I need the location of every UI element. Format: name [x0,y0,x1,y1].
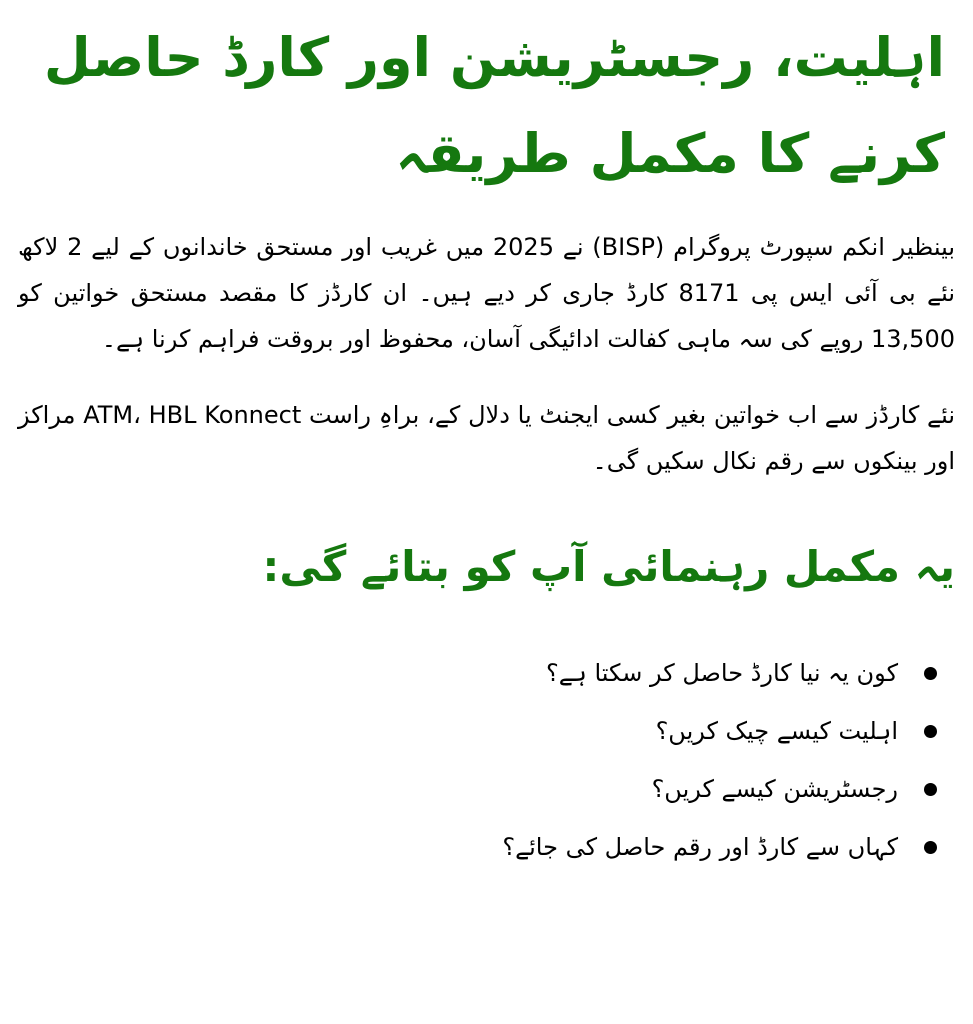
bullet-icon [924,667,937,680]
list-item-text: رجسٹریشن کیسے کریں؟ [651,775,898,803]
guide-heading: یہ مکمل رہنمائی آپ کو بتائے گی: [262,542,955,591]
bullet-icon [924,783,937,796]
list-item [18,702,937,760]
list-item [18,818,937,876]
bullet-icon [924,725,937,738]
list-item-text: کہاں سے کارڈ اور رقم حاصل کی جائے؟ [502,833,898,861]
intro-paragraph: بینظیر انکم سپورٹ پروگرام (BISP) نے 2025 میں غریب اور مستحق خاندانوں کے لیے 2 لاکھ نئے بی آئی ایس پی 8171 کارڈ جاری کر دیے ہیں۔ ان کارڈز کا مقصد مستحق خواتین کو 13,500 روپے کی سہ ماہی کفالت ادائیگی آسان، محفوظ اور بروقت فراہم کرنا ہے۔ [18,233,956,353]
guide-list [18,644,955,876]
list-item [18,644,937,702]
page-title: اہلیت، رجسٹریشن اور کارڈ حاصل کرنے کا مکمل طریقہ [43,26,945,185]
list-item-text: اہلیت کیسے چیک کریں؟ [655,717,898,745]
list-item [18,760,937,818]
bullet-icon [924,841,937,854]
cards-paragraph: نئے کارڈز سے اب خواتین بغیر کسی ایجنٹ یا دلال کے، براہِ راست ATM، HBL Konnect مراکز اور بینکوں سے رقم نکال سکیں گی۔ [18,401,956,475]
list-item-text: کون یہ نیا کارڈ حاصل کر سکتا ہے؟ [546,659,898,687]
